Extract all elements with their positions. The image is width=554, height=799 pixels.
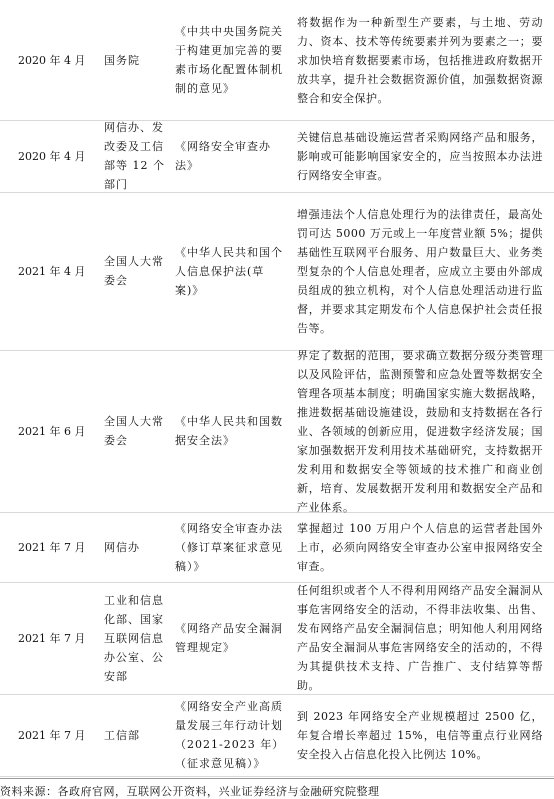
cell-content	[297, 582, 543, 694]
table-row	[0, 694, 554, 777]
cell-document-text: 《网络产品安全漏洞管理规定》	[175, 622, 283, 654]
cell-date-text: 2021 年 7 月	[18, 541, 86, 554]
cell-content	[297, 192, 543, 350]
cell-issuer	[104, 0, 168, 120]
cell-date-text: 2021 年 7 月	[18, 729, 86, 742]
table-row	[0, 582, 554, 695]
cell-date-text: 2020 年 4 月	[18, 54, 86, 67]
cell-issuer	[104, 192, 168, 350]
cell-content-text: 到 2023 年网络安全产业规模超过 2500 亿，年复合增长率超过 15%，电信等重点行业网络安全投入占信息化投入比例达 10%。	[297, 709, 543, 761]
cell-document-text: 《网络安全审查办法》	[175, 140, 271, 172]
cell-date	[18, 0, 98, 120]
cell-date	[18, 694, 98, 776]
cell-content-text: 界定了数据的范围，要求确立数据分级分类管理以及风险评估，监测预警和应急处置等数据安全管理各项基本制度；明确国家实施大数据战略，推进数据基础设施建设，鼓励和支持数据在各行业、各领域的创新应用，促进数字经济发展；国家加强数据开发利用技术基础研究，支持数据开发利用和数据安全等领域的技术推广和商业创新，培育、发展数据开发利用和数据安全产品和产业体系。	[297, 348, 543, 514]
cell-document	[175, 192, 287, 350]
cell-date-text: 2021 年 6 月	[18, 425, 86, 438]
table-row	[0, 120, 554, 193]
cell-date	[18, 192, 98, 350]
cell-issuer	[104, 582, 168, 694]
cell-issuer-text: 全国人大常委会	[104, 415, 164, 447]
cell-date-text: 2021 年 7 月	[18, 632, 86, 645]
cell-content	[297, 120, 543, 192]
cell-issuer-text: 工信部	[104, 728, 140, 742]
cell-date	[18, 512, 98, 582]
cell-issuer-text: 工业和信息化部、国家互联网信息办公室、公安部	[104, 593, 164, 683]
cell-document-text: 《网络安全产业高质量发展三年行动计划（2021-2023 年）（征求意见稿）》	[175, 700, 285, 770]
cell-document	[175, 582, 287, 694]
cell-content	[297, 0, 543, 120]
table-row	[0, 0, 554, 121]
cell-date-text: 2020 年 4 月	[18, 150, 86, 163]
table-row	[0, 192, 554, 351]
cell-content-text: 关键信息基础设施运营者采购网络产品和服务，影响或可能影响国家安全的，应当按照本办法进行网络安全审查。	[297, 130, 543, 182]
cell-content	[297, 350, 543, 512]
cell-issuer	[104, 694, 168, 776]
cell-document	[175, 694, 287, 776]
cell-document	[175, 350, 287, 512]
cell-issuer	[104, 120, 168, 192]
cell-content	[297, 694, 543, 776]
cell-content-text: 将数据作为一种新型生产要素，与土地、劳动力、资本、技术等传统要素并列为要素之一；要求加快培育数据要素市场，包括推进政府数据开放共享，提升社会数据资源价值，加强数据资源整合和安全保护。	[297, 15, 543, 105]
cell-content-text: 掌握超过 100 万用户个人信息的运营者赴国外上市，必须向网络安全审查办公室申报网络安全审查。	[297, 521, 543, 573]
table-row	[0, 512, 554, 583]
cell-date-text: 2021 年 4 月	[18, 265, 86, 278]
cell-content-text: 任何组织或者个人不得利用网络产品安全漏洞从事危害网络安全的活动，不得非法收集、出售、发布网络产品安全漏洞信息；明知他人利用网络产品安全漏洞从事危害网络安全的活动的，不得为其提供技术支持、广告推广、支付结算等帮助。	[297, 584, 543, 692]
cell-issuer-text: 网信办	[104, 540, 140, 554]
source-note: 资料来源：各政府官网，互联网公开资料，兴业证券经济与金融研究院整理	[0, 778, 554, 799]
cell-date	[18, 350, 98, 512]
cell-issuer	[104, 350, 168, 512]
cell-document-text: 《中华人民共和国个人信息保护法(草案)》	[175, 245, 283, 297]
cell-issuer-text: 网信办、发改委及工信部等 12 个部门	[104, 121, 165, 191]
cell-document-text: 《网络安全审查办法（修订草案征求意见稿）》	[175, 521, 283, 573]
cell-date	[18, 582, 98, 694]
cell-issuer-text: 国务院	[104, 53, 140, 67]
cell-content	[297, 512, 543, 582]
cell-issuer-text: 全国人大常委会	[104, 255, 164, 287]
cell-document	[175, 120, 287, 192]
table-row	[0, 350, 554, 513]
cell-issuer	[104, 512, 168, 582]
cell-date	[18, 120, 98, 192]
cell-document-text: 《中共中央国务院关于构建更加完善的要素市场化配置体制机制的意见》	[175, 25, 283, 95]
cell-document-text: 《中华人民共和国数据安全法》	[175, 415, 283, 447]
cell-content-text: 增强违法个人信息处理行为的法律责任，最高处罚可达 5000 万元或上一年度营业额 5%；提供基础性互联网平台服务、用户数量巨大、业务类型复杂的个人信息处理者，应成立主要由外部成员组成的独立机构，对个人信息处理活动进行监督，并要求其定期发布个人信息保护社会责任报告等。	[297, 207, 543, 335]
cell-document	[175, 512, 287, 582]
cell-document	[175, 0, 287, 120]
